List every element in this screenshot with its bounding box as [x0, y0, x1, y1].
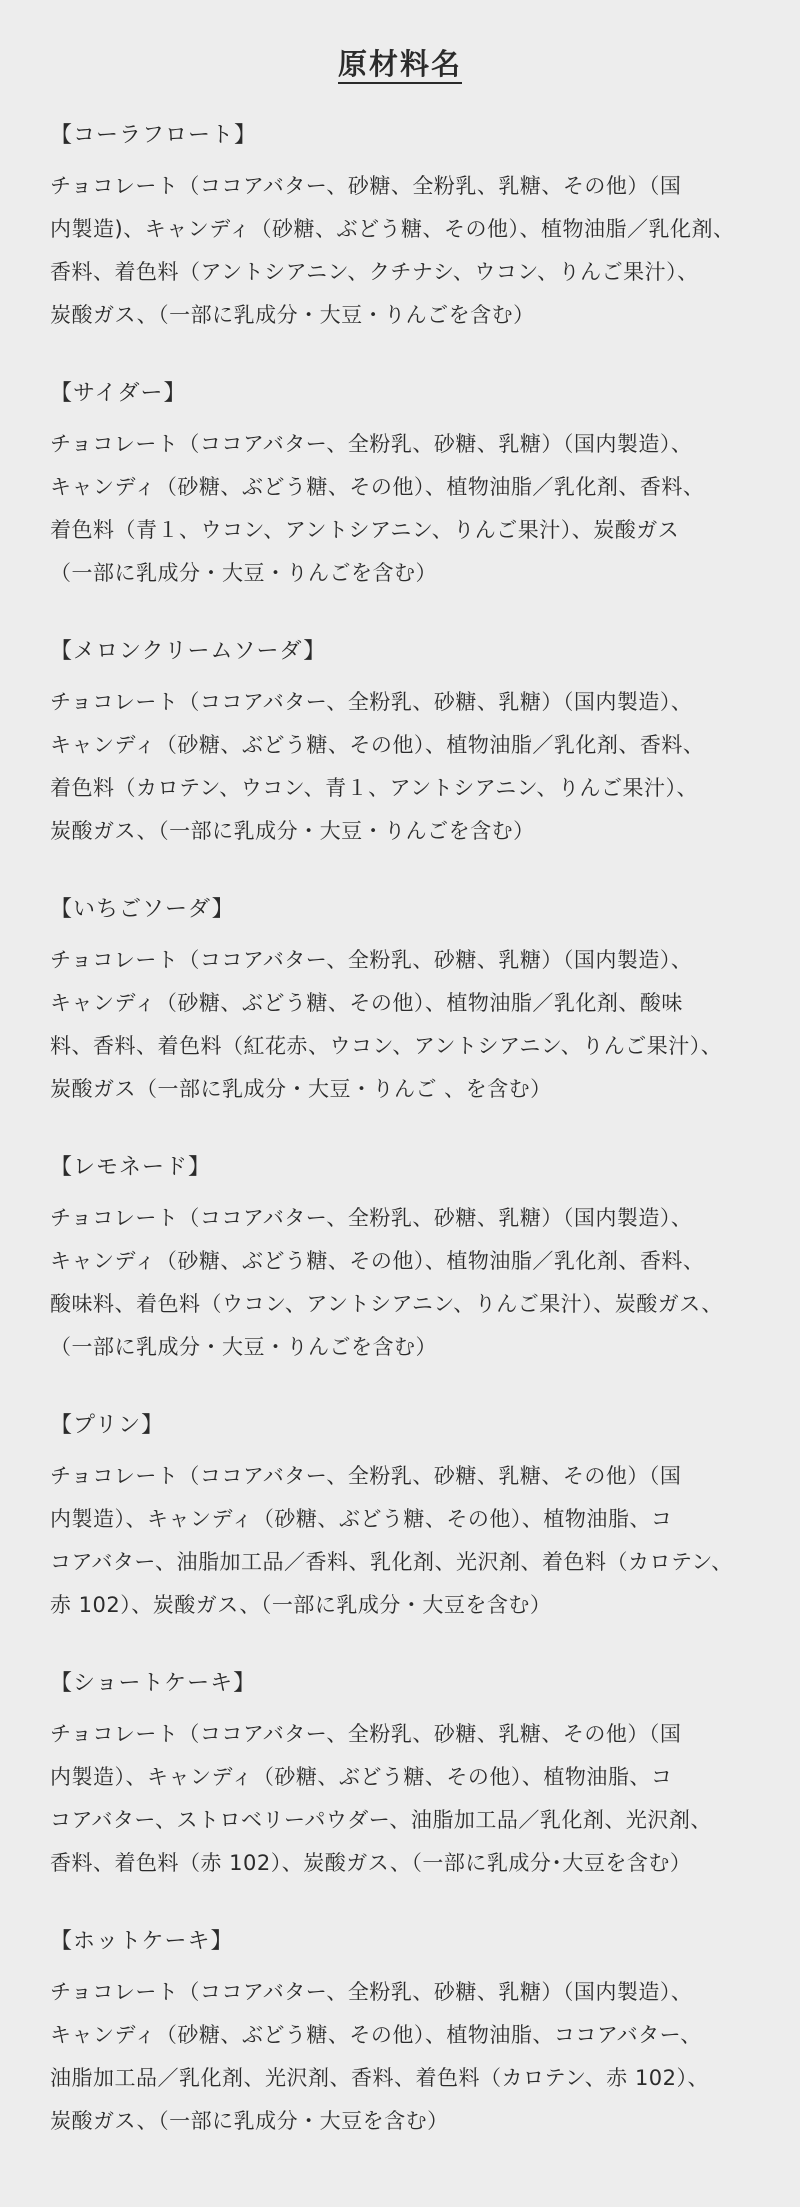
- ingredient-line: キャンディ（砂糖、ぶどう糖、その他）、植物油脂／乳化剤、香料、: [50, 733, 705, 757]
- ingredient-line: 内製造）、キャンディ（砂糖、ぶどう糖、その他）、植物油脂、コ: [50, 1765, 673, 1789]
- ingredient-line: チョコレート（ココアバター、全粉乳、砂糖、乳糖）（国内製造）、: [50, 948, 693, 972]
- ingredient-section-shortcake: [50, 1669, 760, 1885]
- ingredient-line: 香料、着色料（赤 102）、炭酸ガス、（一部に乳成分･大豆を含む）: [50, 1851, 692, 1875]
- ingredient-line: チョコレート（ココアバター、全粉乳、砂糖、乳糖）（国内製造）、: [50, 1980, 693, 2004]
- ingredient-line: 炭酸ガス、（一部に乳成分・大豆を含む）: [50, 2109, 449, 2133]
- section-title: 【サイダー】: [50, 381, 187, 406]
- ingredient-section-cola-float: [50, 121, 760, 337]
- ingredient-line: 着色料（カロテン、ウコン、青１、アントシアニン、りんご果汁）、: [50, 776, 699, 800]
- ingredient-line: チョコレート（ココアバター、全粉乳、砂糖、乳糖）（国内製造）、: [50, 690, 693, 714]
- ingredient-line: 内製造）、キャンディ（砂糖、ぶどう糖、その他）、植物油脂、コ: [50, 1507, 673, 1531]
- ingredient-line: （一部に乳成分・大豆・りんごを含む）: [50, 1335, 437, 1359]
- section-title: 【メロンクリームソーダ】: [50, 639, 327, 664]
- ingredient-line: 赤 102）、炭酸ガス、（一部に乳成分・大豆を含む）: [50, 1593, 552, 1617]
- ingredient-line: キャンディ（砂糖、ぶどう糖、その他）、植物油脂／乳化剤、酸味: [50, 991, 683, 1015]
- ingredient-line: チョコレート（ココアバター、全粉乳、砂糖、乳糖、その他）（国: [50, 1722, 682, 1746]
- ingredient-line: 内製造)、キャンディ（砂糖、ぶどう糖、その他）、植物油脂／乳化剤、: [50, 217, 735, 241]
- section-title: 【プリン】: [50, 1413, 165, 1438]
- ingredient-section-cider: [50, 379, 760, 595]
- ingredient-line: チョコレート（ココアバター、全粉乳、砂糖、乳糖）（国内製造）、: [50, 1206, 693, 1230]
- section-title: 【ショートケーキ】: [50, 1671, 257, 1696]
- ingredient-line: キャンディ（砂糖、ぶどう糖、その他）、植物油脂、ココアバター、: [50, 2023, 702, 2047]
- ingredient-line: コアバター、ストロベリーパウダー、油脂加工品／乳化剤、光沢剤、: [50, 1808, 712, 1832]
- ingredient-line: 炭酸ガス（一部に乳成分・大豆・りんご 、を含む）: [50, 1077, 552, 1101]
- page-title-text: 原材料名: [338, 47, 462, 84]
- ingredient-line: チョコレート（ココアバター、全粉乳、砂糖、乳糖）（国内製造）、: [50, 432, 693, 456]
- ingredient-line: チョコレート（ココアバター、全粉乳、砂糖、乳糖、その他）（国: [50, 1464, 682, 1488]
- ingredient-section-strawberry-soda: [50, 895, 760, 1111]
- ingredient-line: 酸味料、着色料（ウコン、アントシアニン、りんご果汁）、炭酸ガス、: [50, 1292, 723, 1316]
- ingredient-section-melon-cream-soda: [50, 637, 760, 853]
- ingredient-line: 炭酸ガス、（一部に乳成分・大豆・りんごを含む）: [50, 819, 535, 843]
- ingredient-line: 炭酸ガス、（一部に乳成分・大豆・りんごを含む）: [50, 303, 535, 327]
- ingredient-line: コアバター、油脂加工品／香料、乳化剤、光沢剤、着色料（カロテン、: [50, 1550, 733, 1574]
- page-title: [0, 44, 800, 84]
- section-title: 【ホットケーキ】: [50, 1929, 234, 1954]
- section-title: 【いちごソーダ】: [50, 897, 235, 922]
- ingredient-line: 香料、着色料（アントシアニン、クチナシ、ウコン、りんご果汁）、: [50, 260, 699, 284]
- ingredient-line: 料、香料、着色料（紅花赤、ウコン、アントシアニン、りんご果汁）、: [50, 1034, 723, 1058]
- ingredient-line: チョコレート（ココアバター、砂糖、全粉乳、乳糖、その他）（国: [50, 174, 682, 198]
- section-title: 【コーラフロート】: [50, 123, 258, 148]
- ingredient-section-pancake: [50, 1927, 760, 2143]
- ingredient-section-lemonade: [50, 1153, 760, 1369]
- ingredient-line: キャンディ（砂糖、ぶどう糖、その他）、植物油脂／乳化剤、香料、: [50, 1249, 705, 1273]
- ingredient-line: 着色料（青１、ウコン、アントシアニン、りんご果汁）、炭酸ガス: [50, 518, 680, 542]
- ingredient-line: 油脂加工品／乳化剤、光沢剤、香料、着色料（カロテン、赤 102）、: [50, 2066, 710, 2090]
- ingredient-line: キャンディ（砂糖、ぶどう糖、その他）、植物油脂／乳化剤、香料、: [50, 475, 705, 499]
- ingredient-section-pudding: [50, 1411, 760, 1627]
- ingredient-line: （一部に乳成分・大豆・りんごを含む）: [50, 561, 437, 585]
- section-title: 【レモネード】: [50, 1155, 212, 1180]
